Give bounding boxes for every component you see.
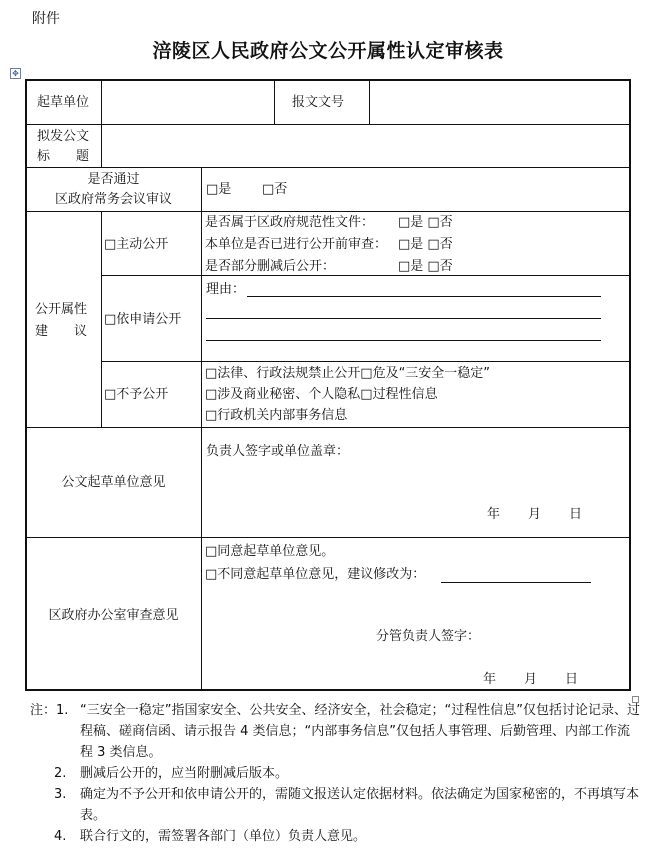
disclosure-section-label-line2: 建 议	[35, 324, 88, 339]
note-item	[30, 700, 640, 763]
col-divider	[201, 167, 202, 211]
meeting-review-label-line1: 是否通过	[87, 172, 140, 187]
office-month-label: 月	[524, 672, 538, 687]
doc-number-field[interactable]	[371, 82, 628, 122]
agree-checkbox[interactable]: □同意起草单位意见。	[205, 544, 335, 559]
col-divider	[274, 80, 275, 124]
row-divider	[101, 361, 630, 362]
doc-number-label: 报文文号	[292, 95, 345, 110]
reason-label: 理由：	[206, 282, 246, 297]
note-item	[30, 784, 640, 826]
row-divider	[26, 124, 630, 125]
note-number: 1.	[56, 703, 69, 718]
row-divider	[101, 275, 630, 276]
normative-doc-question: 是否属于区政府规范性文件：	[205, 215, 375, 230]
reason-line[interactable]	[247, 296, 601, 297]
meeting-review-no-checkbox[interactable]: □否	[262, 182, 288, 197]
leader-sign-label: 分管负责人签字：	[376, 629, 481, 644]
note-number: 3.	[54, 787, 67, 802]
doc-title-label-line2: 标 题	[37, 149, 90, 164]
drafting-sign-label: 负责人签字或单位盖章：	[206, 444, 350, 459]
notes-section	[30, 700, 640, 847]
note-text: 确定为不予公开和依申请公开的，需随文报送认定依据材料。依法确定为国家秘密的，不再填写本表。	[80, 787, 640, 823]
active-disclosure-checkbox[interactable]: □主动公开	[104, 237, 169, 252]
normative-doc-options[interactable]: □是 □否	[398, 215, 453, 230]
partial-redaction-question: 是否部分删减后公开：	[205, 259, 336, 274]
meeting-review-label-line2: 区政府常务会议审议	[54, 192, 172, 207]
table-move-handle-icon[interactable]: ✥	[10, 68, 21, 79]
note-text: 删减后公开的，应当附删减后版本。	[80, 766, 289, 781]
not-public-checkbox[interactable]: □不予公开	[104, 387, 169, 402]
drafting-opinion-label: 公文起草单位意见	[61, 475, 166, 490]
pre-review-question: 本单位是否已进行公开前审查：	[205, 237, 388, 252]
office-day-label: 日	[565, 672, 579, 687]
attachment-label: 附件	[32, 11, 60, 27]
not-public-reason-line2[interactable]: □涉及商业秘密、个人隐私□过程性信息	[205, 387, 438, 402]
row-divider	[26, 537, 630, 538]
note-item	[30, 763, 640, 784]
note-item	[30, 826, 640, 847]
drafting-unit-label: 起草单位	[37, 95, 90, 110]
disclosure-section-label-line1: 公开属性	[35, 302, 88, 317]
not-public-reason-line1[interactable]: □法律、行政法规禁止公开□危及“三安全一稳定”	[205, 366, 491, 381]
page-title: 涪陵区人民政府公文公开属性认定审核表	[152, 40, 504, 62]
pre-review-options[interactable]: □是 □否	[398, 237, 453, 252]
on-request-disclosure-checkbox[interactable]: □依申请公开	[104, 312, 182, 327]
row-divider	[26, 427, 630, 428]
drafting-year-label: 年	[487, 507, 501, 522]
partial-redaction-options[interactable]: □是 □否	[398, 259, 453, 274]
col-divider	[101, 80, 102, 167]
note-number: 2.	[54, 766, 67, 781]
col-divider	[369, 80, 370, 124]
notes-prefix: 注：	[30, 703, 57, 718]
doc-title-field[interactable]	[103, 126, 628, 165]
office-review-label: 区政府办公室审查意见	[48, 608, 179, 623]
drafting-unit-field[interactable]	[103, 82, 272, 122]
row-divider	[26, 167, 630, 168]
meeting-review-yes-checkbox[interactable]: □是	[206, 182, 232, 197]
drafting-day-label: 日	[569, 507, 583, 522]
row-divider	[26, 211, 630, 212]
reason-line[interactable]	[206, 340, 601, 341]
col-divider	[201, 211, 202, 691]
table-frame	[25, 79, 631, 691]
reason-line[interactable]	[206, 318, 601, 319]
office-year-label: 年	[483, 672, 497, 687]
revision-suggestion-line[interactable]	[441, 582, 591, 583]
col-divider	[101, 211, 102, 427]
note-number: 4.	[54, 829, 67, 844]
drafting-month-label: 月	[528, 507, 542, 522]
disagree-checkbox[interactable]: □不同意起草单位意见，建议修改为：	[205, 567, 426, 582]
not-public-reason-line3[interactable]: □行政机关内部事务信息	[205, 408, 348, 423]
note-text: “三安全一稳定”指国家安全、公共安全、经济安全，社会稳定；“过程性信息”仅包括讨论记录、过程稿、磋商信函、请示报告 4 类信息；“内部事务信息”仅包括人事管理、后勤管理、内部工作流程 3 类信息。	[80, 703, 640, 760]
note-text: 联合行文的，需签署各部门（单位）负责人意见。	[80, 829, 367, 844]
doc-title-label-line1: 拟发公文	[37, 129, 90, 144]
